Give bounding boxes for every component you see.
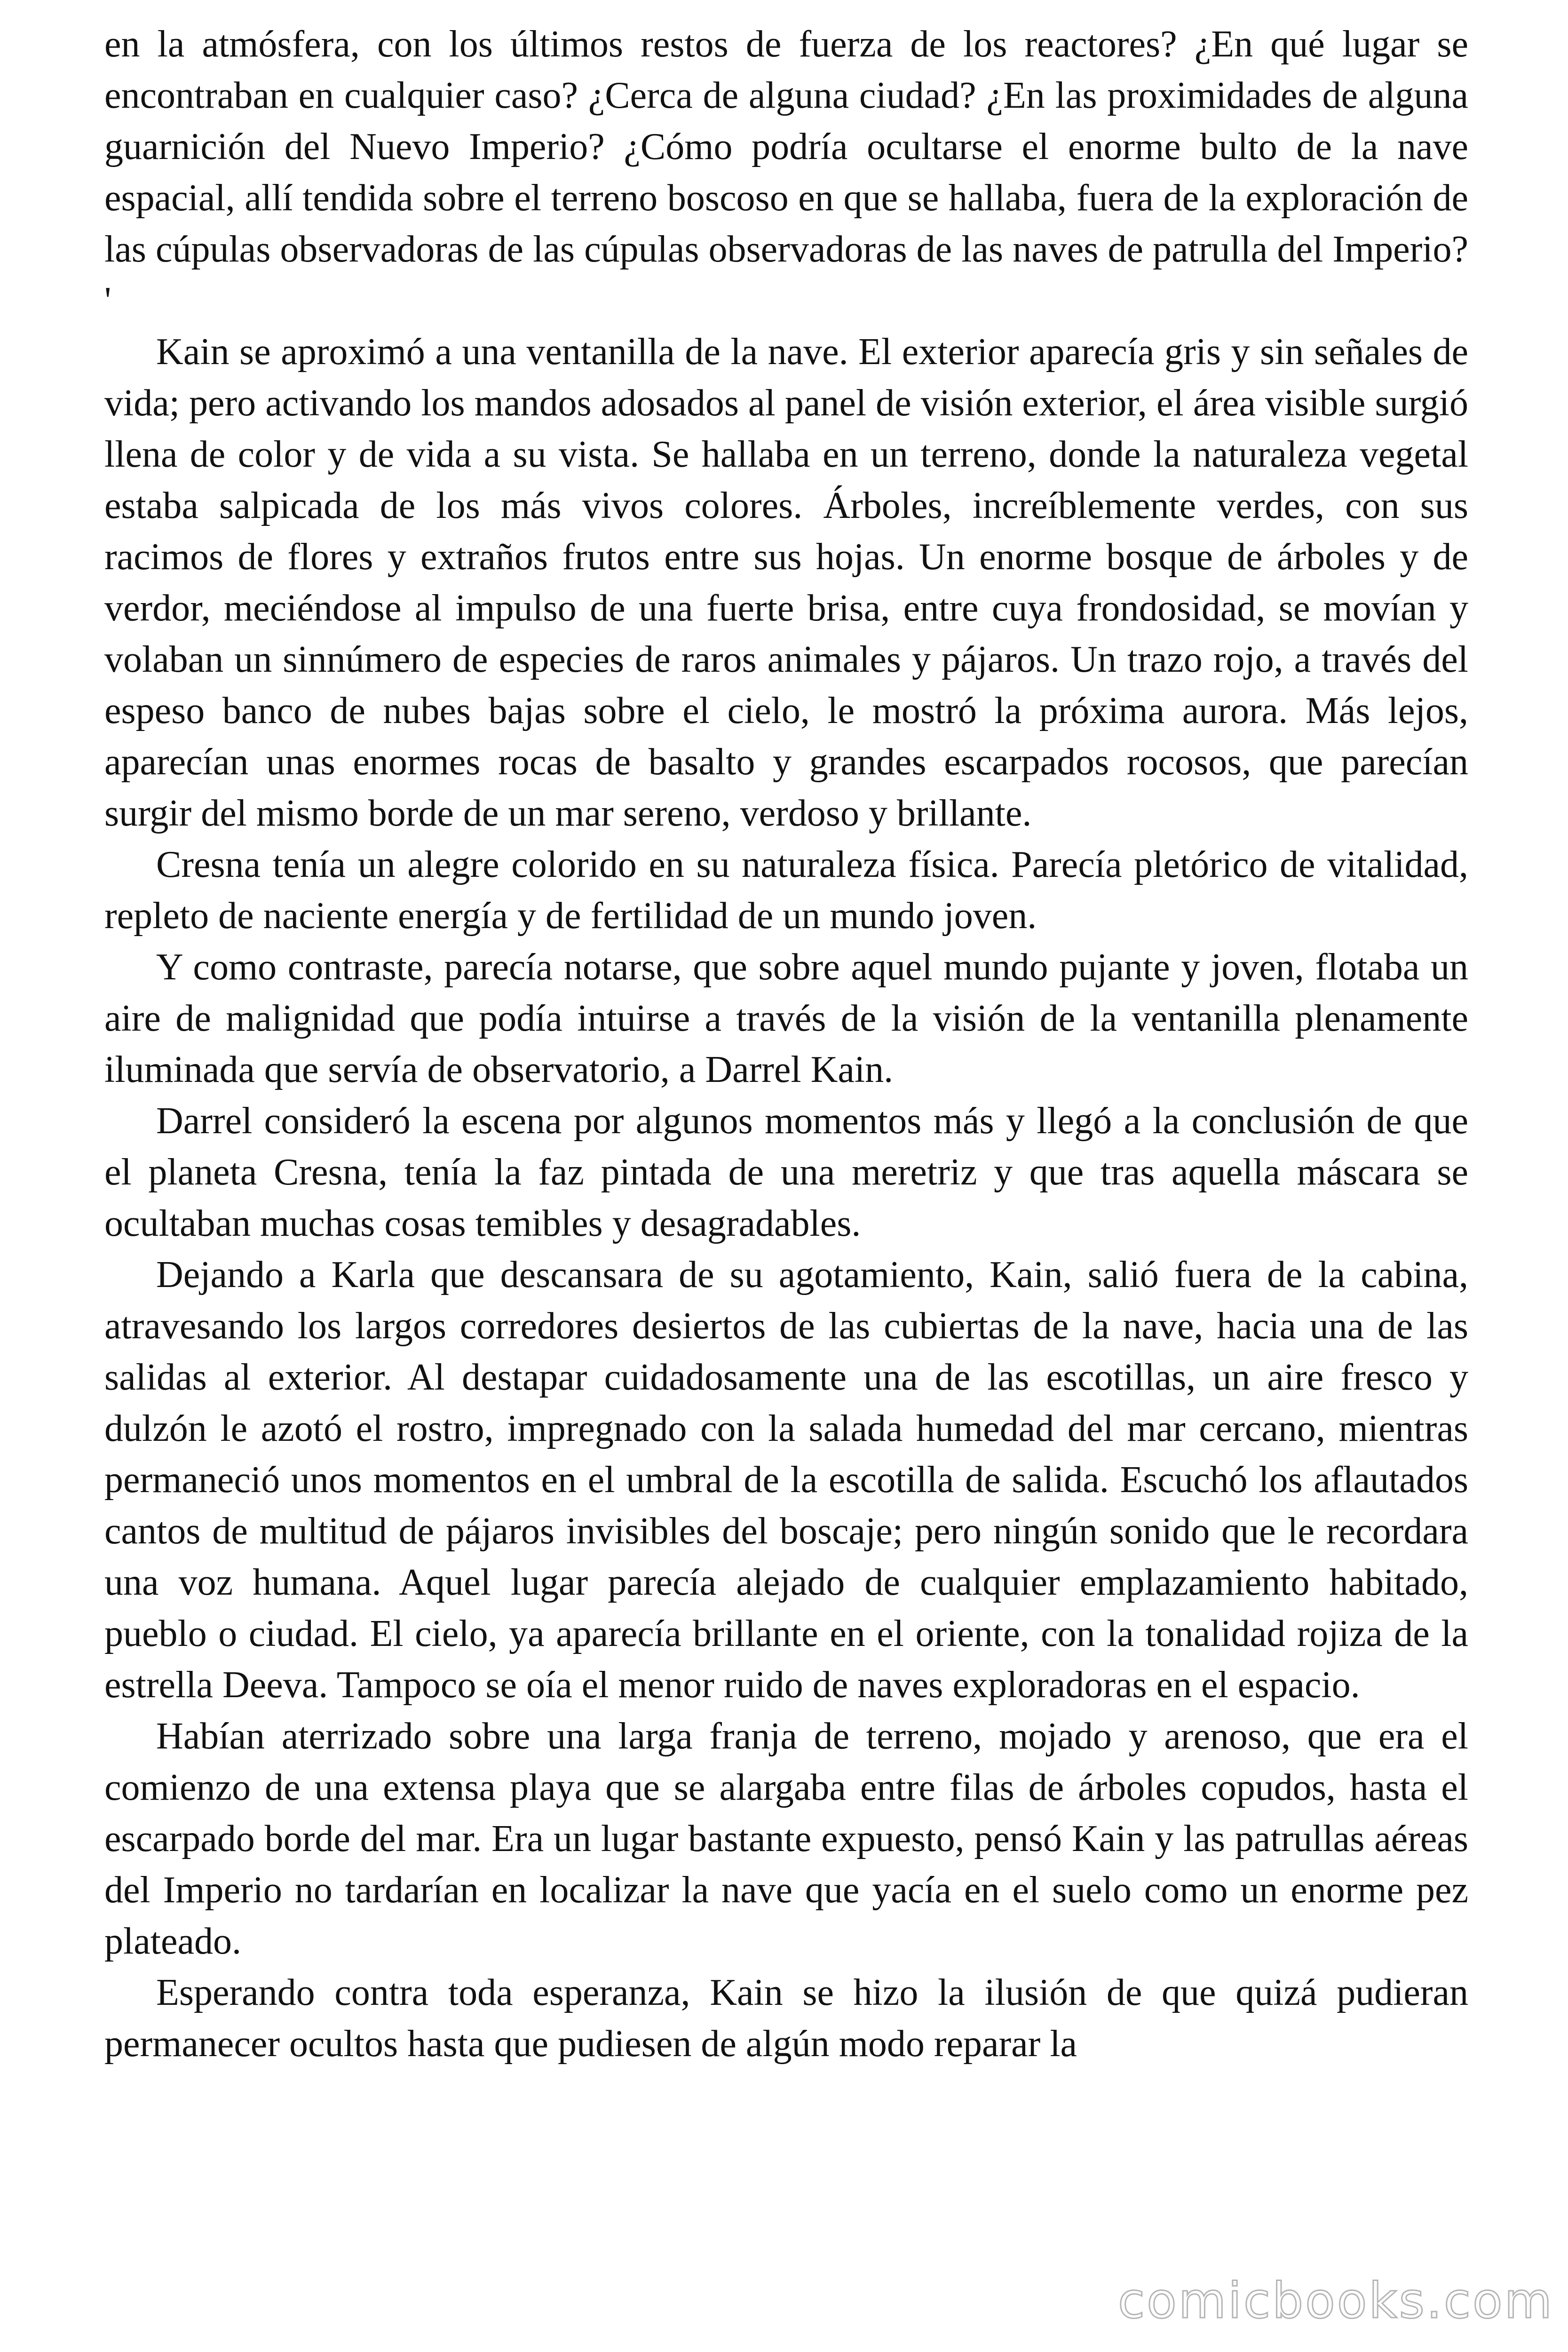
watermark-logo: comicbooks.com: [1117, 2272, 1554, 2329]
book-page-text: [104, 19, 1468, 2070]
paragraph-contrast: Y como contraste, parecía notarse, que sobre aquel mundo pujante y joven, flotaba un aire de malignidad que podía intuirse a través de la visión de la ventanilla plenamente iluminada que servía de observatorio, a Darrel Kain.: [104, 946, 1468, 1090]
paragraph-leaving-karla: Dejando a Karla que descansara de su agotamiento, Kain, salió fuera de la cabina, atravesando los largos corredores desiertos de las cubiertas de la nave, hacia una de las salidas al exterior. Al destapar cuidadosamente una de las escotillas, un aire fresco y dulzón le azotó el rostro, impregnado con la salada humedad del mar cercano, mientras permaneció unos momentos en el umbral de la escotilla de salida. Escuchó los aflautados cantos de multitud de pájaros invisibles del boscaje; pero ningún sonido que le recordara una voz humana. Aquel lugar parecía alejado de cualquier emplazamiento habitado, pueblo o ciudad. El cielo, ya aparecía brillante en el oriente, con la tonalidad rojiza de la estrella Deeva. Tampoco se oía el menor ruido de naves exploradoras en el espacio.: [104, 1254, 1468, 1706]
paragraph-window-view: Kain se aproximó a una ventanilla de la nave. El exterior aparecía gris y sin señales de vida; pero activando los mandos adosados al panel de visión exterior, el área visible surgió llena de color y de vida a su vista. Se hallaba en un terreno, donde la naturaleza vegetal estaba salpicada de los más vivos colores. Árboles, increíblemente verdes, con sus racimos de flores y extraños frutos entre sus hojas. Un enorme bosque de árboles y de verdor, meciéndose al impulso de una fuerte brisa, entre cuya frondosidad, se movían y volaban un sinnúmero de especies de raros animales y pájaros. Un trazo rojo, a través del espeso banco de nubes bajas sobre el cielo, le mostró la próxima aurora. Más lejos, aparecían unas enormes rocas de basalto y grandes escarpados rocosos, que parecían surgir del mismo borde de un mar sereno, verdoso y brillante.: [104, 331, 1468, 834]
paragraph-cresna-colors: Cresna tenía un alegre colorido en su naturaleza física. Parecía pletórico de vitalidad, repleto de naciente energía y de fertilidad de un mundo joven.: [104, 844, 1468, 937]
paragraph-landing-site: Habían aterrizado sobre una larga franja de terreno, mojado y arenoso, que era el comienzo de una extensa playa que se alargaba entre filas de árboles copudos, hasta el escarpado borde del mar. Era un lugar bastante expuesto, pensó Kain y las patrullas aéreas del Imperio no tardarían en localizar la nave que yacía en el suelo como un enorme pez plateado.: [104, 1716, 1468, 1962]
paragraph-hoping: Esperando contra toda esperanza, Kain se hizo la ilusión de que quizá pudieran permanecer ocultos hasta que pudiesen de algún modo reparar la: [104, 1972, 1468, 2065]
paragraph-darrel-considers: Darrel consideró la escena por algunos momentos más y llegó a la conclusión de que el planeta Cresna, tenía la faz pintada de una meretriz y que tras aquella máscara se ocultaban muchas cosas temibles y desagradables.: [104, 1100, 1468, 1244]
paragraph-continued: en la atmósfera, con los últimos restos de fuerza de los reactores? ¿En qué lugar se encontraban en cualquier caso? ¿Cerca de alguna ciudad? ¿En las proximidades de alguna guarnición del Nuevo Imperio? ¿Cómo podría ocultarse el enorme bulto de la nave espacial, allí tendida sobre el terreno boscoso en que se hallaba, fuera de la exploración de las cúpulas observadoras de las cúpulas observadoras de las naves de patrulla del Imperio? ': [104, 24, 1468, 321]
